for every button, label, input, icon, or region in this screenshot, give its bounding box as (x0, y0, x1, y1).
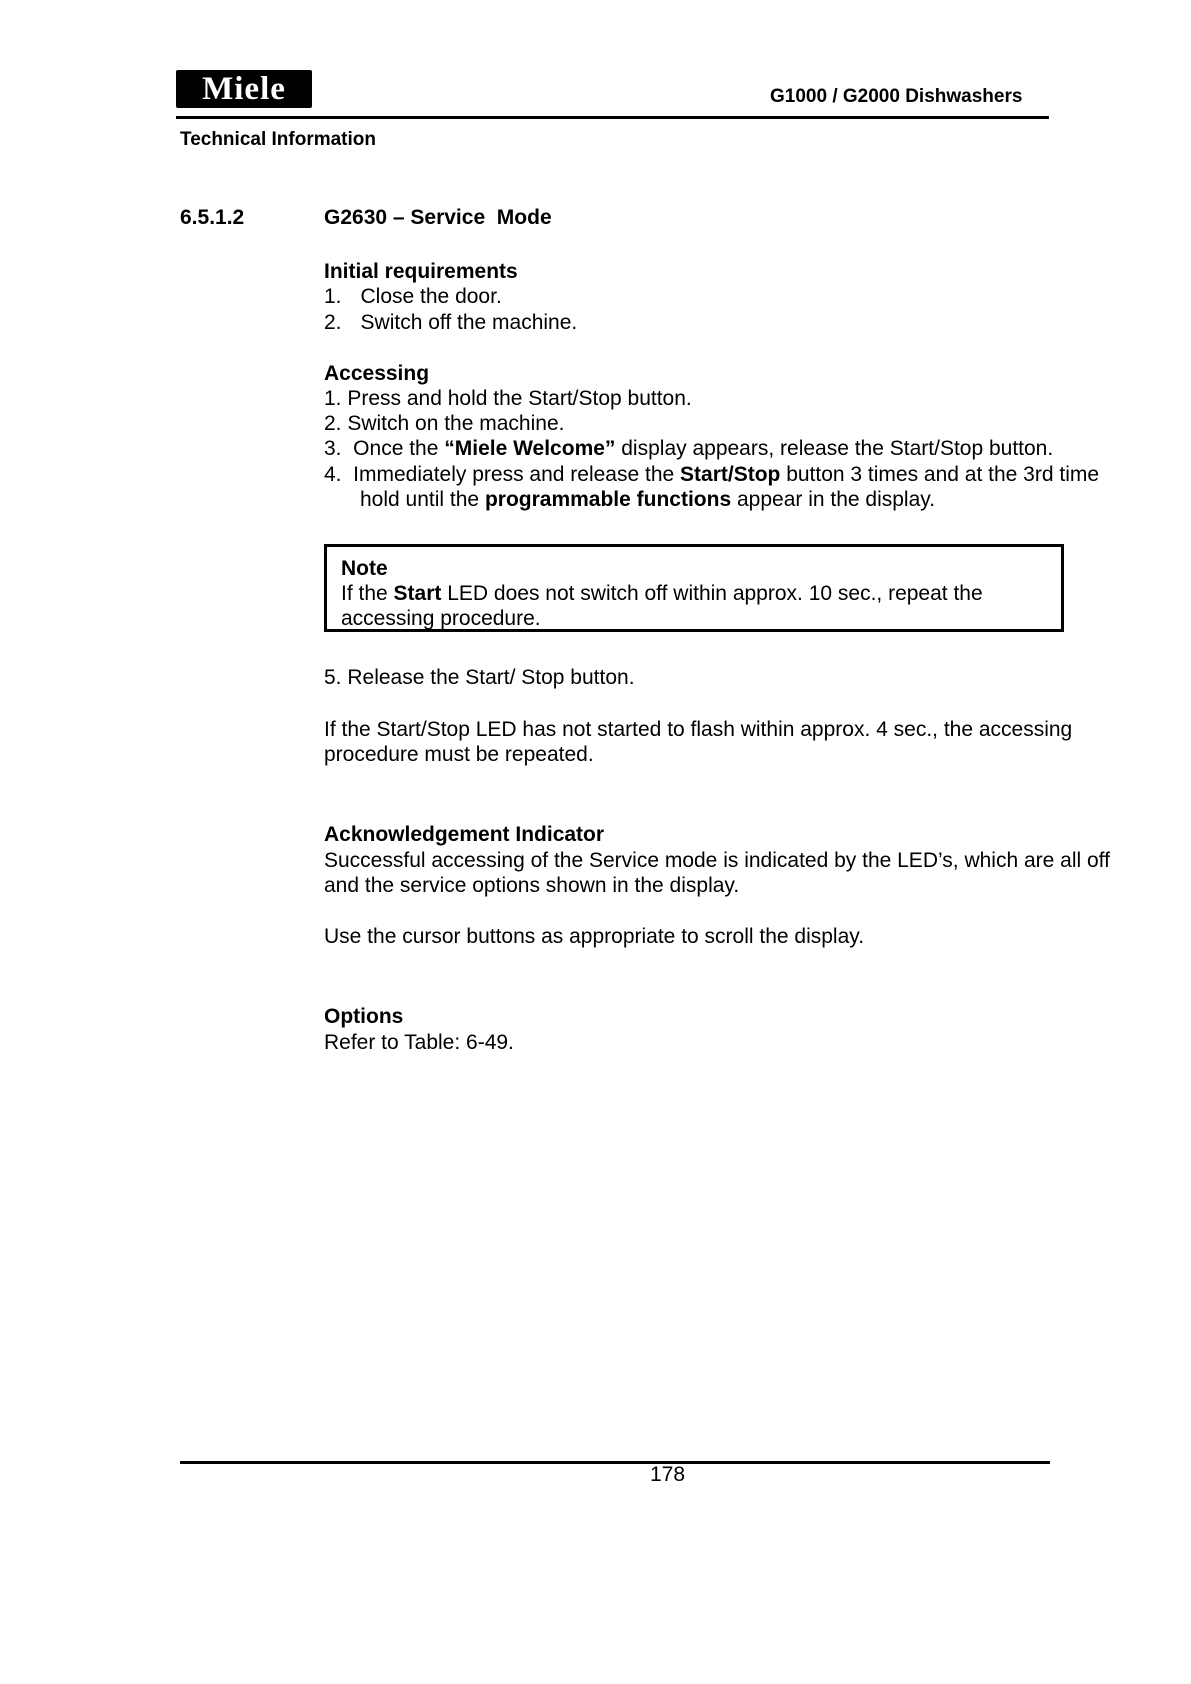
initial-requirements-heading: Initial requirements (324, 260, 518, 283)
accessing-step-3: 3. Once the “Miele Welcome” display appears, release the Start/Stop button. (324, 437, 1054, 460)
list-item (324, 284, 502, 309)
cursor-instruction: Use the cursor buttons as appropriate to scroll the display. (324, 925, 865, 948)
accessing-step-1: 1. Press and hold the Start/Stop button. (324, 387, 692, 410)
acknowledgement-line-1: Successful accessing of the Service mode is indicated by the LED’s, which are all off (324, 849, 1110, 872)
options-text: Refer to Table: 6-49. (324, 1031, 514, 1054)
flash-note-line-2: procedure must be repeated. (324, 743, 594, 766)
accessing-step-2: 2. Switch on the machine. (324, 412, 565, 435)
accessing-step-4: 4. Immediately press and release the Start/Stop button 3 times and at the 3rd time (324, 463, 1100, 486)
list-text: Switch off the machine. (360, 311, 578, 334)
product-title: G1000 / G2000 Dishwashers (770, 86, 1023, 107)
miele-logo (176, 70, 312, 108)
note-line-1: If the Start LED does not switch off within approx. 10 sec., repeat the (341, 582, 983, 605)
list-num: 2. (324, 311, 342, 334)
note-content (341, 556, 983, 631)
logo-text: Miele (202, 70, 286, 107)
acknowledgement-heading: Acknowledgement Indicator (324, 823, 605, 846)
list-text: Close the door. (360, 285, 502, 308)
options-heading: Options (324, 1005, 404, 1028)
list-item (324, 310, 577, 335)
accessing-heading: Accessing (324, 362, 430, 385)
section-number: 6.5.1.2 (180, 206, 245, 229)
flash-note-line-1: If the Start/Stop LED has not started to flash within approx. 4 sec., the accessing (324, 718, 1073, 741)
accessing-step-5: 5. Release the Start/ Stop button. (324, 666, 635, 689)
accessing-step-4-continued: hold until the programmable functions appear in the display. (360, 488, 936, 511)
note-box (324, 544, 1064, 632)
acknowledgement-line-2: and the service options shown in the display. (324, 874, 740, 897)
section-title: G2630 – Service Mode (324, 206, 552, 229)
page-number: 178 (649, 1463, 686, 1486)
note-heading: Note (341, 557, 388, 580)
header-rule (176, 116, 1049, 119)
list-num: 1. (324, 285, 342, 308)
section-label: Technical Information (180, 129, 377, 150)
note-line-2: accessing procedure. (341, 607, 541, 630)
